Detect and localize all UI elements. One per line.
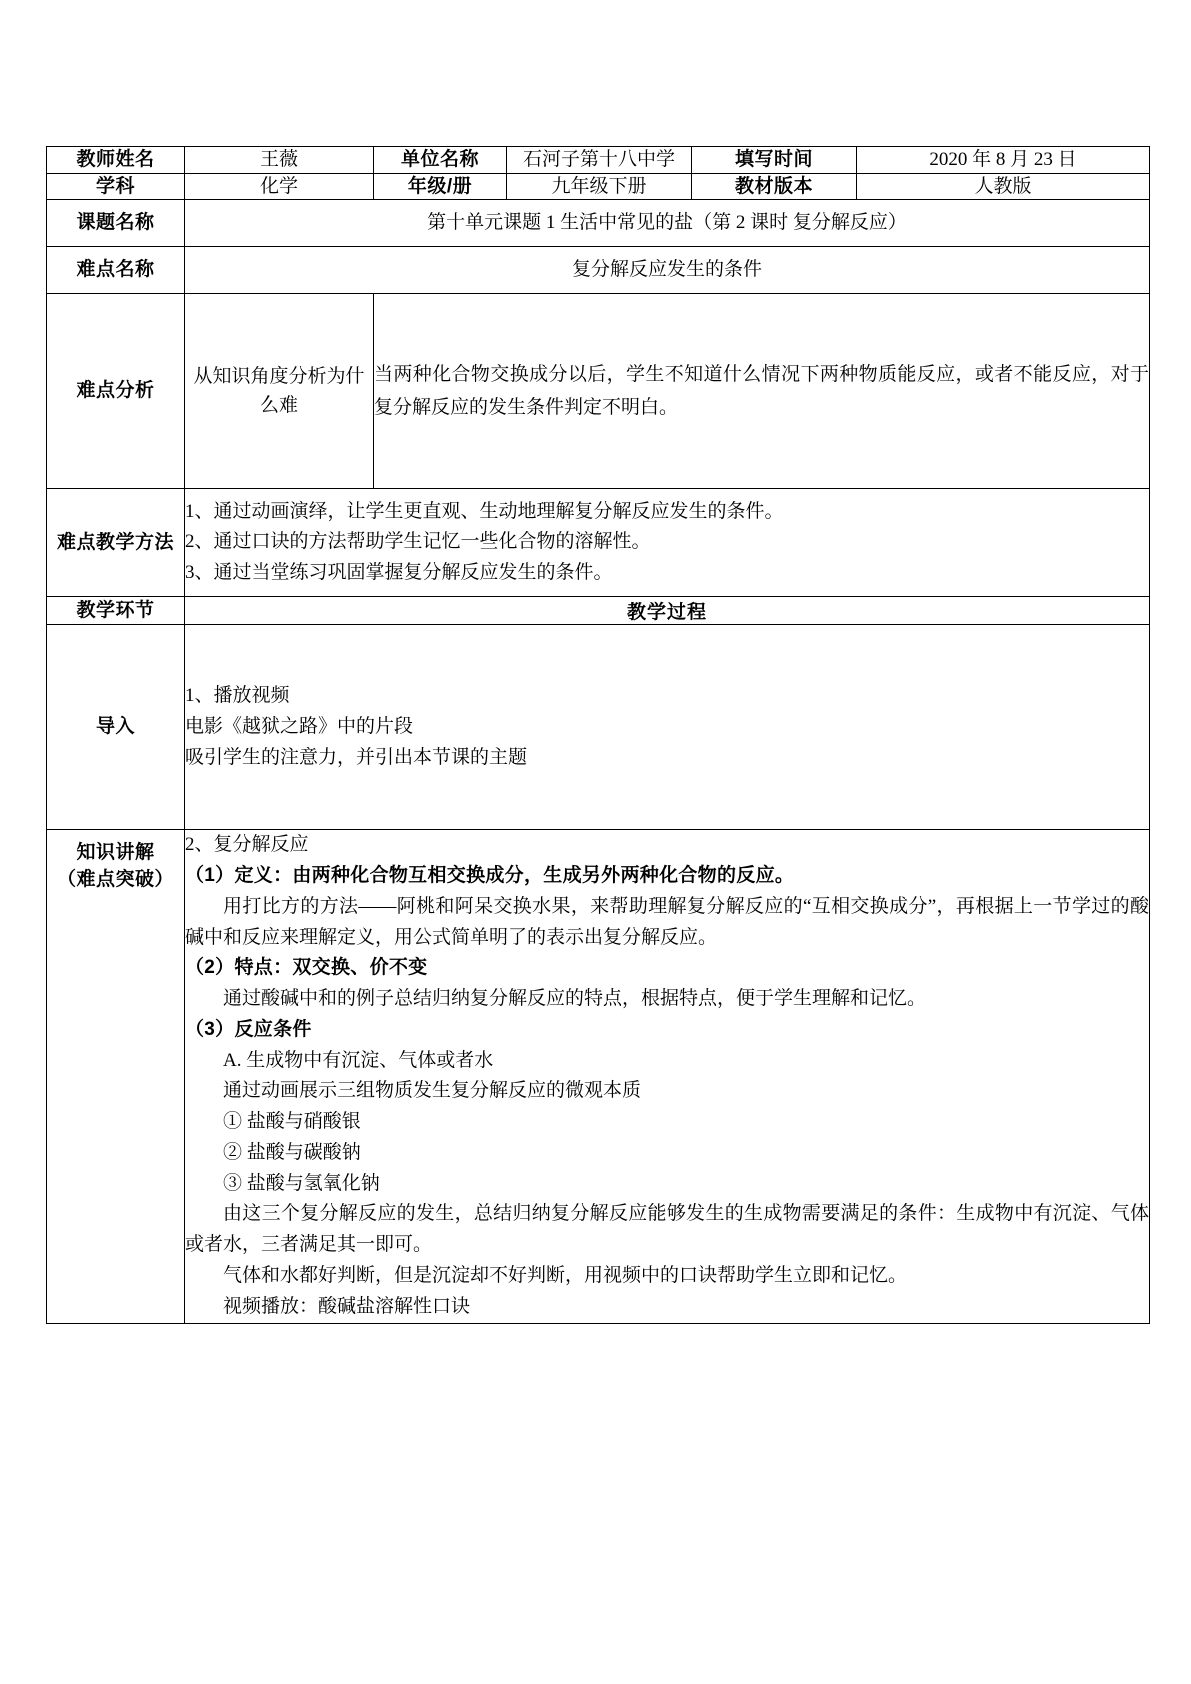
value-knowledge-explanation bbox=[185, 830, 1150, 1323]
value-difficulty-name: 复分解反应发生的条件 bbox=[185, 247, 1150, 294]
knowledge-line: （3）反应条件 bbox=[185, 1018, 312, 1040]
label-analysis-subheading: 从知识角度分析为什么难 bbox=[185, 294, 374, 489]
knowledge-line: 通过酸碱中和的例子总结归纳复分解反应的特点，根据特点，便于学生理解和记忆。 bbox=[223, 988, 927, 1010]
label-unit-name: 单位名称 bbox=[374, 147, 507, 174]
table-row-teaching-methods bbox=[47, 489, 1150, 597]
lesson-plan-table bbox=[46, 146, 1150, 1324]
label-textbook-version: 教材版本 bbox=[692, 173, 857, 200]
value-subject: 化学 bbox=[185, 173, 374, 200]
value-fill-date: 2020 年 8 月 23 日 bbox=[857, 147, 1150, 174]
knowledge-line: （1）定义：由两种化合物互相交换成分，生成另外两种化合物的反应。 bbox=[185, 865, 795, 887]
method-item: 3、通过当堂练习巩固掌握复分解反应发生的条件。 bbox=[185, 562, 613, 584]
label-teaching-stage: 教学环节 bbox=[47, 597, 185, 625]
knowledge-line: 2、复分解反应 bbox=[185, 834, 309, 856]
label-difficulty-analysis: 难点分析 bbox=[47, 294, 185, 489]
table-row-subject bbox=[47, 173, 1150, 200]
knowledge-line: 由这三个复分解反应的发生，总结归纳复分解反应能够发生的生成物需要满足的条件：生成物中有沉淀、气体或者水，三者满足其一即可。 bbox=[185, 1203, 1149, 1256]
knowledge-line-list bbox=[185, 830, 1149, 1322]
knowledge-line: A. 生成物中有沉淀、气体或者水 bbox=[223, 1049, 494, 1071]
knowledge-line: ① 盐酸与硝酸银 bbox=[223, 1111, 361, 1133]
table-row-topic bbox=[47, 200, 1150, 247]
label-grade: 年级/册 bbox=[374, 173, 507, 200]
knowledge-line: ② 盐酸与碳酸钠 bbox=[223, 1141, 361, 1163]
label-topic-name: 课题名称 bbox=[47, 200, 185, 247]
value-textbook-version: 人教版 bbox=[857, 173, 1150, 200]
knowledge-line: （2）特点：双交换、价不变 bbox=[185, 957, 428, 979]
table-row-introduction bbox=[47, 625, 1150, 830]
value-teacher-name: 王薇 bbox=[185, 147, 374, 174]
value-teaching-methods bbox=[185, 489, 1150, 597]
label-subject: 学科 bbox=[47, 173, 185, 200]
table-row-process-header bbox=[47, 597, 1150, 625]
label-knowledge-explanation bbox=[47, 830, 185, 1323]
intro-line: 吸引学生的注意力，并引出本节课的主题 bbox=[185, 746, 528, 768]
label-difficulty-name: 难点名称 bbox=[47, 247, 185, 294]
value-introduction bbox=[185, 625, 1150, 830]
label-teaching-methods: 难点教学方法 bbox=[47, 489, 185, 597]
label-fill-date: 填写时间 bbox=[692, 147, 857, 174]
table-row-teacher bbox=[47, 147, 1150, 174]
knowledge-line: 气体和水都好判断，但是沉淀却不好判断，用视频中的口诀帮助学生立即和记忆。 bbox=[223, 1265, 908, 1286]
method-item: 2、通过口诀的方法帮助学生记忆一些化合物的溶解性。 bbox=[185, 531, 651, 553]
table-row-knowledge-explanation bbox=[47, 830, 1150, 1323]
table-row-difficulty-analysis bbox=[47, 294, 1150, 489]
knowledge-line: 通过动画展示三组物质发生复分解反应的微观本质 bbox=[223, 1080, 642, 1102]
value-grade: 九年级下册 bbox=[507, 173, 692, 200]
intro-line: 电影《越狱之路》中的片段 bbox=[185, 715, 414, 737]
value-topic-name: 第十单元课题 1 生活中常见的盐（第 2 课时 复分解反应） bbox=[185, 200, 1150, 247]
knowledge-line: 视频播放：酸碱盐溶解性口诀 bbox=[223, 1295, 471, 1317]
table-row-difficulty-name bbox=[47, 247, 1150, 294]
label-teaching-process: 教学过程 bbox=[185, 597, 1150, 625]
label-introduction: 导入 bbox=[47, 625, 185, 830]
label-teacher-name: 教师姓名 bbox=[47, 147, 185, 174]
knowledge-line: 用打比方的方法——阿桃和阿呆交换水果，来帮助理解复分解反应的“互相交换成分”，再根据上一节学过的酸碱中和反应来理解定义，用公式简单明了的表示出复分解反应。 bbox=[185, 895, 1149, 948]
intro-line: 1、播放视频 bbox=[185, 685, 290, 707]
knowledge-line: ③ 盐酸与氢氧化钠 bbox=[223, 1172, 380, 1194]
label-knowledge-line2: （难点突破） bbox=[56, 868, 174, 890]
label-knowledge-line1: 知识讲解 bbox=[76, 842, 155, 864]
value-unit-name: 石河子第十八中学 bbox=[507, 147, 692, 174]
value-difficulty-analysis: 当两种化合物交换成分以后，学生不知道什么情况下两种物质能反应，或者不能反应，对于复分解反应的发生条件判定不明白。 bbox=[374, 294, 1150, 489]
method-item: 1、通过动画演绎，让学生更直观、生动地理解复分解反应发生的条件。 bbox=[185, 500, 784, 522]
